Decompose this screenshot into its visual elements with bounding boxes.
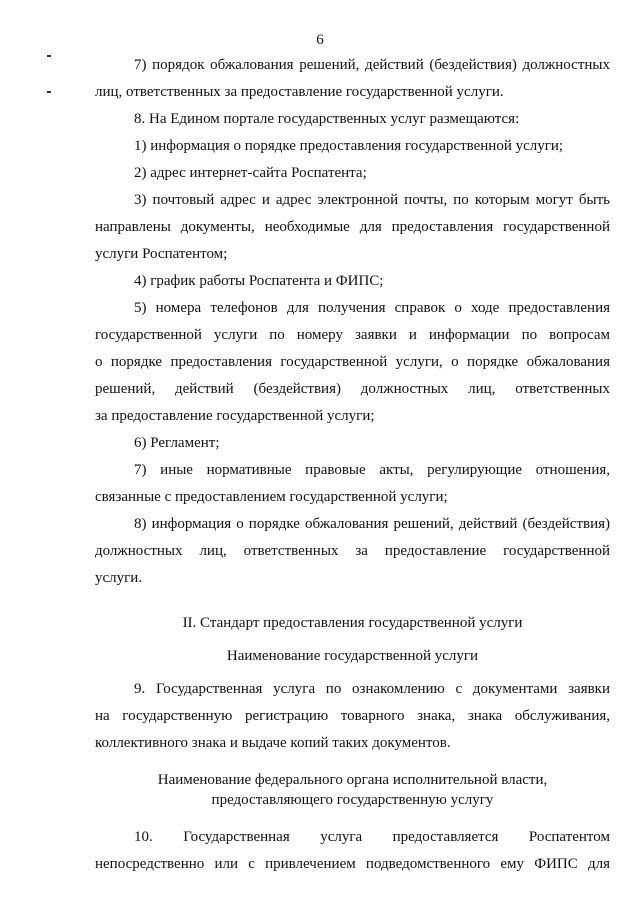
list-item-8-line-1: 8) информация о порядке обжалования решений, действий (бездействия) <box>134 516 610 532</box>
list-item-4: 4) график работы Роспатента и ФИПС; <box>134 273 384 289</box>
para-9-line-1: 9. Государственная услуга по ознакомлению с документами заявки <box>134 681 610 697</box>
margin-mark <box>47 91 51 93</box>
list-item-1: 1) информация о порядке предоставления государственной услуги; <box>134 138 564 154</box>
list-item-5-line-5: за предоставление государственной услуги; <box>95 408 375 424</box>
list-item-8-line-3: услуги. <box>95 570 143 586</box>
margin-mark <box>47 55 51 57</box>
list-item-5-line-1: 5) номера телефонов для получения справок о ходе предоставления <box>134 300 610 316</box>
para-10-line-1: 10. Государственная услуга предоставляется Роспатентом <box>134 829 610 845</box>
page-number: 6 <box>316 32 324 48</box>
list-item-5-line-2: государственной услуги по номеру заявки и информации по вопросам <box>95 327 610 343</box>
list-item-7-line-2: связанные с предоставлением государственной услуги; <box>95 489 448 505</box>
list-item-5-line-4: решений, действий (бездействия) должностных лиц, ответственных <box>95 381 610 397</box>
item-7-line-1: 7) порядок обжалования решений, действий (бездействия) должностных <box>134 57 610 73</box>
list-item-3-line-1: 3) почтовый адрес и адрес электронной почты, по которым могут быть <box>134 192 610 208</box>
item-7-line-2: лиц, ответственных за предоставление государственной услуги. <box>95 84 504 100</box>
list-item-6: 6) Регламент; <box>134 435 220 451</box>
list-item-8-line-2: должностных лиц, ответственных за предоставление государственной <box>95 543 610 559</box>
subsection-title-2-line-1: Наименование федерального органа исполнительной власти, <box>157 772 548 788</box>
list-item-3-line-2: направлены документы, необходимые для предоставления государственной <box>95 219 610 235</box>
subsection-title: Наименование государственной услуги <box>226 648 479 664</box>
subsection-title-2-line-2: предоставляющего государственную услугу <box>211 792 494 808</box>
section-title: II. Стандарт предоставления государственной услуги <box>182 615 523 631</box>
para-9-line-3: коллективного знака и выдаче копий таких документов. <box>95 735 451 751</box>
list-item-5-line-3: о порядке предоставления государственной услуги, о порядке обжалования <box>95 354 610 370</box>
list-item-3-line-3: услуги Роспатентом; <box>95 246 228 262</box>
para-10-line-2: непосредственно или с привлечением подведомственного ему ФИПС для <box>95 856 610 872</box>
list-item-7-line-1: 7) иные нормативные правовые акты, регулирующие отношения, <box>134 462 610 478</box>
para-8-heading: 8. На Едином портале государственных услуг размещаются: <box>134 111 520 127</box>
para-9-line-2: на государственную регистрацию товарного знака, знака обслуживания, <box>95 708 610 724</box>
list-item-2: 2) адрес интернет-сайта Роспатента; <box>134 165 367 181</box>
